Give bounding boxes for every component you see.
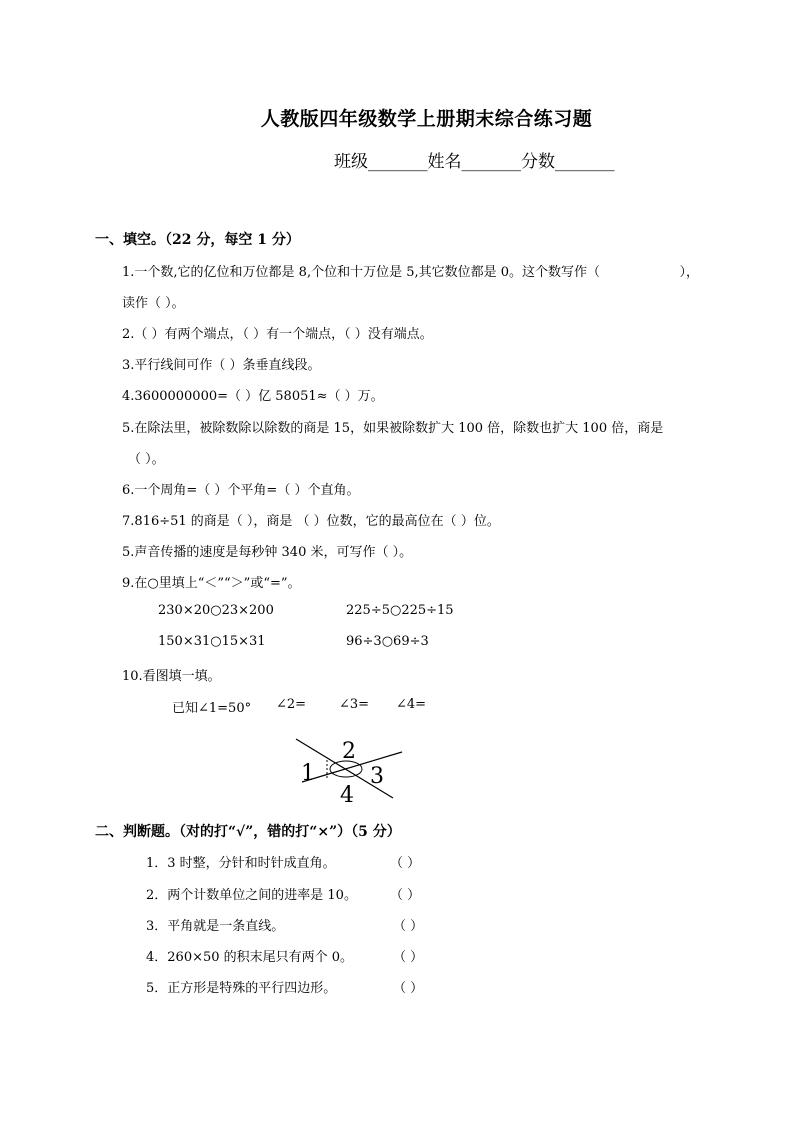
question-1-line-2: 读作（ ）。: [122, 296, 185, 311]
figure-label-1: 1: [301, 761, 315, 786]
judge-answer-2: （ ）: [390, 888, 421, 903]
angle-figure: [290, 732, 410, 807]
question-1-end: ），: [679, 265, 699, 280]
figure-label-2: 2: [342, 739, 356, 764]
judge-answer-3: （ ）: [393, 919, 424, 934]
question-6: 6.一个周角=（ ）个平角=（ ）个直角。: [122, 483, 360, 498]
question-9: 9.在○里填上“＜”“＞”或“=”。: [122, 576, 301, 591]
figure-label-4: 4: [340, 783, 354, 807]
question-1-text: 1.一个数,它的亿位和万位都是 8,个位和十万位是 5,其它数位都是 0。这个数写作（: [122, 265, 601, 280]
question-7: 7.816÷51 的商是（ ），商是 （ ）位数，它的最高位在（ ）位。: [122, 514, 500, 529]
question-8: 5.声音传播的速度是每秒钟 340 米，可写作（ ）。: [122, 545, 413, 560]
judge-answer-4: （ ）: [393, 950, 424, 965]
question-4: 4.3600000000=（ ）亿 58051≈（ ）万。: [122, 389, 384, 404]
question-5-line-2: （ ）。: [128, 452, 165, 467]
judge-answer-1: （ ）: [390, 856, 421, 871]
angle-1-known: 已知∠1=50°: [172, 701, 252, 716]
question-1-line-1: [122, 261, 699, 280]
judge-answer-5: （ ）: [393, 981, 424, 996]
compare-item-3: 150×31○15×31: [158, 634, 266, 649]
angle-4-blank: ∠4=: [396, 697, 427, 712]
compare-item-2: 225÷5○225÷15: [346, 603, 454, 618]
judge-item-3: 3．平角就是一条直线。: [146, 919, 285, 934]
question-3: 3.平行线间可作（ ）条垂直线段。: [122, 358, 321, 373]
section2-heading: 二、判断题。（对的打“√”，错的打“×”）（5 分）: [95, 824, 401, 840]
angle-2-blank: ∠2=: [276, 697, 307, 712]
compare-item-4: 96÷3○69÷3: [346, 634, 429, 649]
judge-item-4: 4．260×50 的积末尾只有两个 0。: [146, 950, 354, 965]
question-2: 2.（ ）有两个端点，（ ）有一个端点，（ ）没有端点。: [122, 327, 433, 342]
question-10: 10.看图填一填。: [122, 669, 221, 684]
page-title: 人教版四年级数学上册期末综合练习题: [260, 108, 593, 130]
judge-item-5: 5．正方形是特殊的平行四边形。: [146, 981, 337, 996]
figure-label-3: 3: [370, 764, 384, 789]
judge-item-2: 2．两个计数单位之间的进率是 10。: [146, 888, 357, 903]
question-5-line-1: 5.在除法里，被除数除以除数的商是 15，如果被除数扩大 100 倍，除数也扩大 100 倍，商是: [122, 421, 664, 436]
compare-item-1: 230×20○23×200: [158, 603, 274, 618]
judge-item-1: 1．3 时整，分针和时针成直角。: [146, 856, 336, 871]
angle-3-blank: ∠3=: [339, 697, 370, 712]
student-info-line: 班级_______姓名_______分数_______: [334, 152, 615, 172]
section1-heading: 一、填空。（22 分，每空 1 分）: [95, 232, 300, 248]
